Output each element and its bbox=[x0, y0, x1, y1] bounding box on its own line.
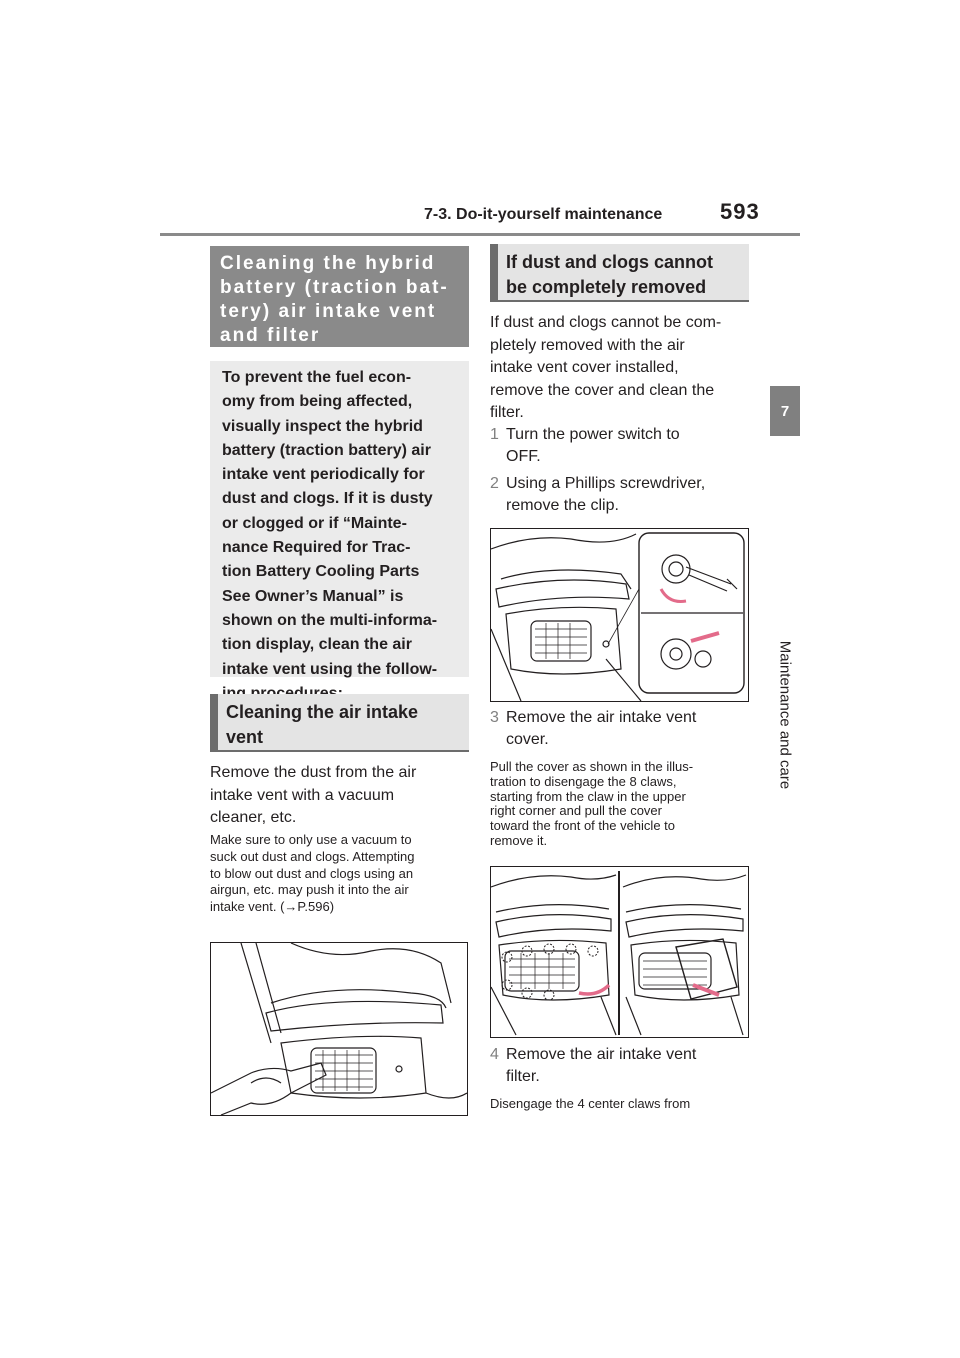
intro-line: visually inspect the hybrid bbox=[222, 417, 423, 435]
step-line: Remove the air intake vent bbox=[506, 1046, 697, 1063]
heading-cleaning-vent bbox=[210, 694, 469, 752]
chapter-tab[interactable]: 7 bbox=[770, 386, 800, 436]
step-line: OFF. bbox=[506, 448, 541, 465]
step-line: Turn the power switch to bbox=[506, 426, 680, 443]
body-line: intake vent cover installed, bbox=[490, 359, 679, 376]
intro-box bbox=[210, 361, 469, 677]
vacuum-drawing bbox=[211, 943, 467, 1115]
note-line: toward the front of the vehicle to bbox=[490, 818, 675, 834]
body-line: intake vent with a vacuum bbox=[210, 786, 395, 804]
heading-line: tery) air intake vent bbox=[220, 301, 437, 322]
step-1 bbox=[490, 424, 752, 468]
header-rule bbox=[160, 233, 800, 236]
clip-drawing bbox=[491, 529, 748, 701]
cover-drawing bbox=[491, 867, 748, 1037]
note-line: tration to disengage the 8 claws, bbox=[490, 773, 677, 789]
section-title: 7-3. Do-it-yourself maintenance bbox=[424, 206, 663, 223]
pull-forward-arrow bbox=[693, 985, 719, 995]
step-line: Using a Phillips screwdriver, bbox=[506, 475, 706, 492]
heading-line: If dust and clogs cannot bbox=[506, 252, 714, 272]
chapter-side-label bbox=[770, 640, 800, 790]
dust-body-text bbox=[490, 312, 752, 425]
step-text bbox=[506, 424, 680, 468]
step-number: 3 bbox=[490, 709, 499, 726]
vent-body-text bbox=[210, 762, 472, 830]
step-text bbox=[506, 707, 696, 751]
step-line: Remove the air intake vent bbox=[506, 709, 697, 726]
note-line: starting from the claw in the upper bbox=[490, 788, 686, 804]
intro-line: tion Battery Cooling Parts bbox=[222, 563, 420, 581]
step-line: cover. bbox=[506, 731, 549, 748]
heading-line: vent bbox=[226, 727, 264, 747]
intro-line: omy from being affected, bbox=[222, 393, 413, 411]
note-line: Disengage the 4 center claws from bbox=[490, 1096, 691, 1111]
vacuum-illustration bbox=[210, 942, 468, 1116]
heading-line: and filter bbox=[220, 325, 321, 346]
intro-line: intake vent using the follow- bbox=[222, 660, 438, 678]
step-number: 2 bbox=[490, 475, 499, 492]
heading-cleaning-battery bbox=[210, 246, 469, 347]
step-4 bbox=[490, 1044, 752, 1088]
note-line: Make sure to only use a vacuum to bbox=[210, 832, 412, 847]
body-line: remove the cover and clean the bbox=[490, 381, 715, 399]
heading-line: Cleaning the hybrid bbox=[220, 253, 436, 274]
step-2 bbox=[490, 473, 752, 517]
intro-line: To prevent the fuel econ- bbox=[222, 369, 412, 386]
body-line: If dust and clogs cannot be com- bbox=[490, 314, 722, 331]
cover-note bbox=[490, 760, 752, 849]
step-number: 4 bbox=[490, 1046, 499, 1063]
intro-line: dust and clogs. If it is dusty bbox=[222, 490, 433, 508]
step-line: filter. bbox=[506, 1068, 540, 1085]
note-line: suck out dust and clogs. Attempting bbox=[210, 848, 415, 864]
note-line: intake vent. (→P.596) bbox=[210, 899, 335, 915]
filter-note bbox=[490, 1097, 752, 1112]
body-line: filter. bbox=[490, 404, 524, 421]
claw-arrow bbox=[579, 985, 609, 994]
body-line: Remove the dust from the air bbox=[210, 764, 417, 781]
chapter-label-text: Maintenance and care bbox=[776, 640, 794, 790]
note-line: right corner and pull the cover bbox=[490, 803, 662, 819]
intro-line: nance Required for Trac- bbox=[222, 539, 411, 557]
heading-line: be completely removed bbox=[506, 277, 707, 297]
pull-arrow bbox=[691, 633, 719, 641]
vacuum-note bbox=[210, 832, 472, 916]
rotate-arrow bbox=[661, 589, 686, 602]
note-line: Pull the cover as shown in the illus- bbox=[490, 759, 694, 774]
cover-removal-illustration bbox=[490, 866, 749, 1038]
clip-removal-illustration bbox=[490, 528, 749, 702]
step-line: remove the clip. bbox=[506, 497, 619, 514]
heading-line: battery (traction bat- bbox=[220, 277, 449, 298]
intro-line: intake vent periodically for bbox=[222, 466, 425, 484]
heading-line: Cleaning the air intake bbox=[226, 702, 419, 722]
note-line: airgun, etc. may push it into the air bbox=[210, 882, 409, 898]
heading-dust-not-removed bbox=[490, 244, 749, 302]
intro-line: shown on the multi-informa- bbox=[222, 611, 438, 629]
body-line: pletely removed with the air bbox=[490, 336, 685, 354]
page-number: 593 bbox=[720, 199, 760, 224]
note-line: remove it. bbox=[490, 832, 548, 848]
step-number: 1 bbox=[490, 426, 499, 443]
step-text bbox=[506, 473, 705, 517]
intro-line: See Owner’s Manual” is bbox=[222, 587, 404, 605]
body-line: cleaner, etc. bbox=[210, 809, 297, 826]
intro-line: or clogged or if “Mainte- bbox=[222, 514, 407, 532]
intro-line: battery (traction battery) air bbox=[222, 441, 431, 459]
step-text bbox=[506, 1044, 696, 1088]
note-line: to blow out dust and clogs using an bbox=[210, 865, 414, 881]
intro-line: tion display, clean the air bbox=[222, 636, 412, 654]
step-3 bbox=[490, 707, 752, 751]
